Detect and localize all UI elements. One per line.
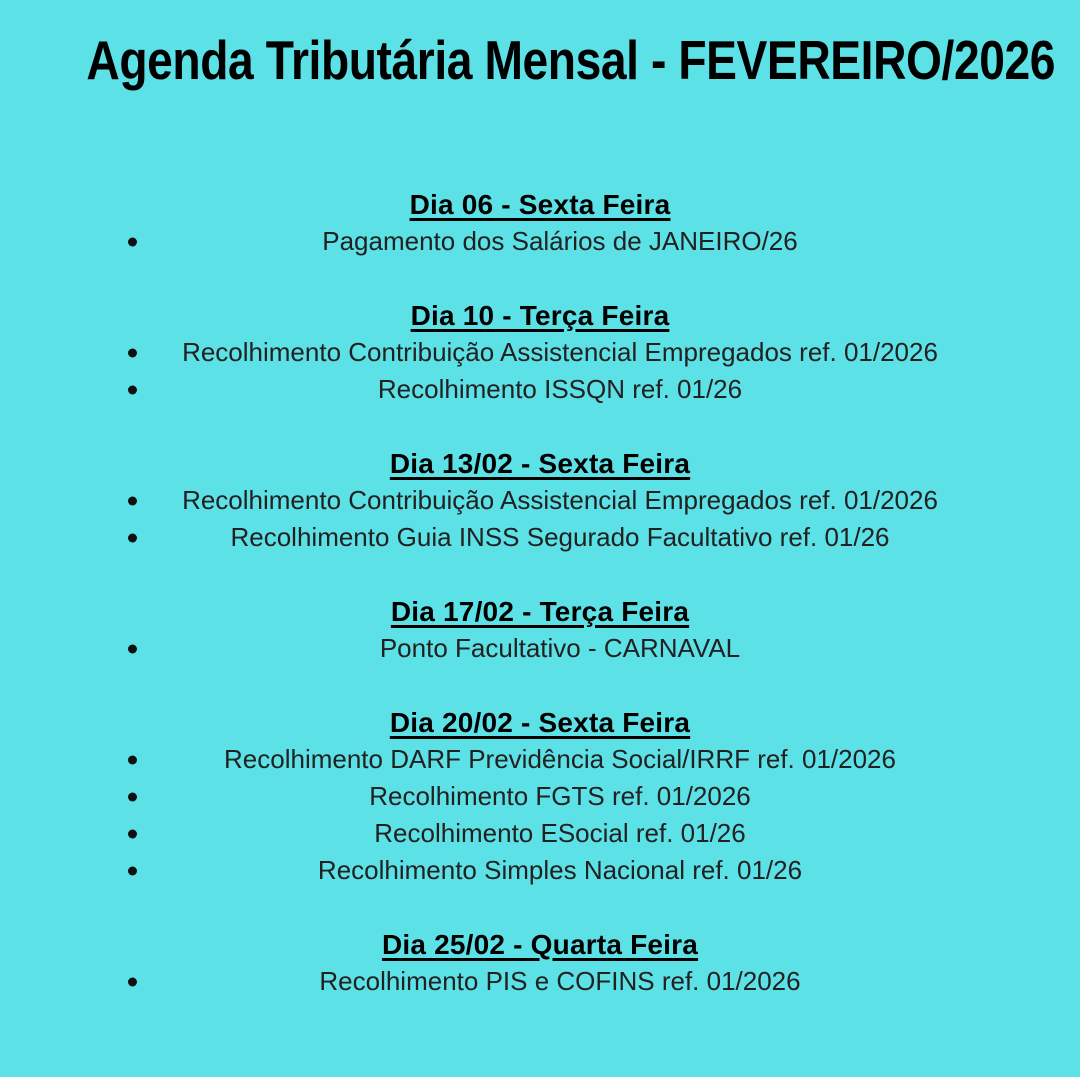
agenda-item bbox=[0, 778, 1080, 815]
section-heading: Dia 20/02 - Sexta Feira bbox=[389, 707, 691, 738]
agenda-item-text: Recolhimento DARF Previdência Social/IRRF ref. 01/2026 bbox=[224, 744, 896, 774]
agenda-section bbox=[0, 297, 1080, 408]
agenda-item bbox=[0, 815, 1080, 852]
agenda-item bbox=[0, 519, 1080, 556]
bullet-icon bbox=[128, 644, 137, 653]
page-title: Agenda Tributária Mensal - FEVEREIRO/2026 bbox=[86, 29, 1056, 91]
bullet-icon bbox=[128, 792, 137, 801]
agenda-item bbox=[0, 963, 1080, 1000]
agenda-section bbox=[0, 593, 1080, 667]
agenda-section bbox=[0, 186, 1080, 260]
agenda-sections bbox=[0, 186, 1080, 1037]
section-heading: Dia 25/02 - Quarta Feira bbox=[381, 929, 699, 960]
bullet-icon bbox=[128, 348, 137, 357]
bullet-icon bbox=[128, 496, 137, 505]
agenda-item bbox=[0, 371, 1080, 408]
section-heading: Dia 06 - Sexta Feira bbox=[409, 189, 671, 220]
section-heading: Dia 10 - Terça Feira bbox=[410, 300, 670, 331]
agenda-item bbox=[0, 852, 1080, 889]
agenda-item bbox=[0, 630, 1080, 667]
agenda-item-text: Recolhimento FGTS ref. 01/2026 bbox=[369, 781, 751, 811]
agenda-section bbox=[0, 445, 1080, 556]
agenda-section bbox=[0, 704, 1080, 889]
agenda-item-text: Recolhimento Guia INSS Segurado Facultativo ref. 01/26 bbox=[230, 522, 890, 552]
agenda-item-text: Recolhimento Contribuição Assistencial Empregados ref. 01/2026 bbox=[182, 337, 938, 367]
agenda-section bbox=[0, 926, 1080, 1000]
bullet-icon bbox=[128, 977, 137, 986]
agenda-item-text: Recolhimento ESocial ref. 01/26 bbox=[374, 818, 746, 848]
agenda-item bbox=[0, 334, 1080, 371]
bullet-icon bbox=[128, 829, 137, 838]
agenda-item-text: Recolhimento ISSQN ref. 01/26 bbox=[377, 374, 743, 404]
agenda-item-text: Ponto Facultativo - CARNAVAL bbox=[379, 633, 741, 663]
agenda-item bbox=[0, 482, 1080, 519]
agenda-item bbox=[0, 741, 1080, 778]
bullet-icon bbox=[128, 533, 137, 542]
bullet-icon bbox=[128, 385, 137, 394]
agenda-item bbox=[0, 223, 1080, 260]
bullet-icon bbox=[128, 755, 137, 764]
section-heading: Dia 13/02 - Sexta Feira bbox=[389, 448, 691, 479]
agenda-item-text: Recolhimento Contribuição Assistencial Empregados ref. 01/2026 bbox=[182, 485, 938, 515]
section-heading: Dia 17/02 - Terça Feira bbox=[390, 596, 690, 627]
agenda-item-text: Pagamento dos Salários de JANEIRO/26 bbox=[322, 226, 798, 256]
bullet-icon bbox=[128, 237, 137, 246]
bullet-icon bbox=[128, 866, 137, 875]
agenda-item-text: Recolhimento PIS e COFINS ref. 01/2026 bbox=[319, 966, 801, 996]
agenda-item-text: Recolhimento Simples Nacional ref. 01/26 bbox=[317, 855, 803, 885]
